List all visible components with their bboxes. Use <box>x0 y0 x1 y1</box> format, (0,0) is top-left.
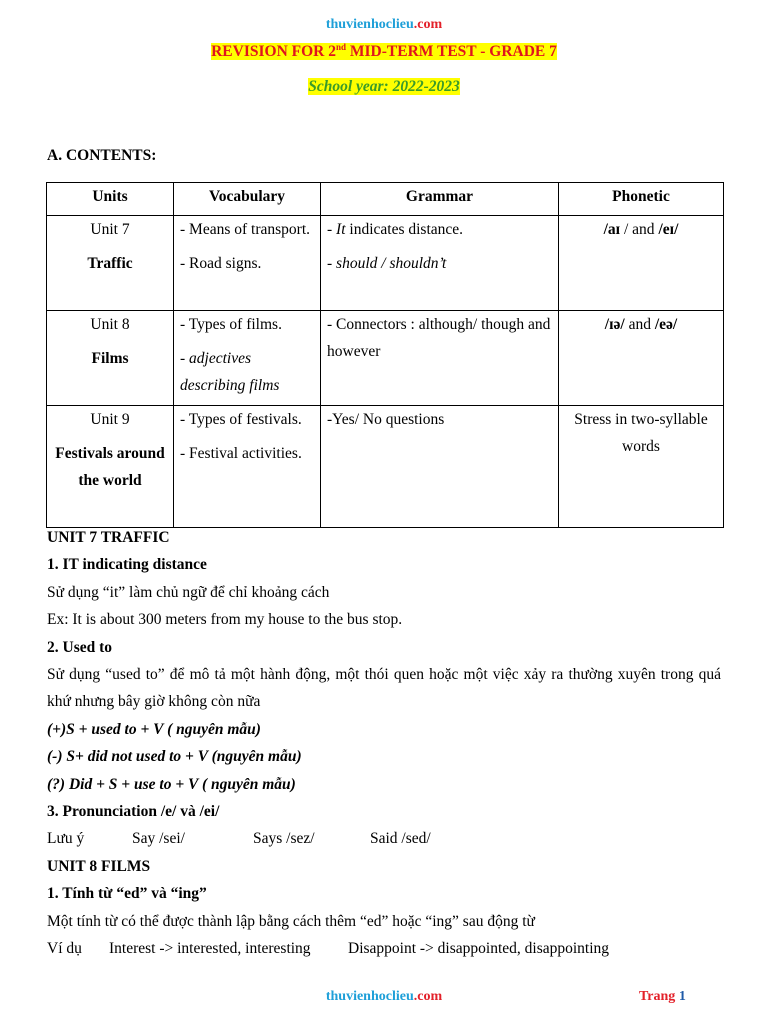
table-header-row <box>47 183 724 216</box>
vocab-cell <box>174 406 321 528</box>
phonetic-cell <box>559 311 724 406</box>
footer-site-tld: .com <box>413 989 443 1004</box>
vocab-item: - Road signs. <box>180 255 262 272</box>
page-label: Trang <box>639 989 679 1004</box>
vocab-item: - Means of transport. <box>180 221 310 238</box>
header-phonetic: Phonetic <box>559 183 724 216</box>
topic-heading: 1. Tính từ “ed” và “ing” <box>47 885 207 903</box>
vocab-item: - Types of films. <box>180 316 282 333</box>
paragraph: Sử dụng “used to” để mô tả một hành động, một thói quen hoặc một việc xảy ra thường xuyên trong quá khứ nhưng bây giờ không còn nữa <box>47 666 721 711</box>
unit-heading: UNIT 8 FILMS <box>47 857 151 875</box>
example-line <box>47 935 721 962</box>
school-year <box>0 78 768 96</box>
header-grammar: Grammar <box>321 183 559 216</box>
unit-cell <box>47 311 174 406</box>
table-row <box>47 406 724 528</box>
note-line <box>47 825 721 852</box>
contents-table <box>46 182 724 528</box>
phonetic-b: /eə/ <box>654 316 678 333</box>
table-row <box>47 216 724 311</box>
school-year-text: School year: 2022-2023 <box>308 78 460 95</box>
grammar-cell <box>321 311 559 406</box>
vocab-cell <box>174 311 321 406</box>
unit-name: Traffic <box>87 255 133 272</box>
example-label: Ví dụ <box>47 940 82 958</box>
unit-number: Unit 8 <box>90 316 130 333</box>
grammar-item: - Connectors : although/ though and however <box>327 316 551 360</box>
paragraph: Sử dụng “it” làm chủ ngữ để chỉ khoảng cách <box>47 583 330 601</box>
phonetic-b: /eɪ/ <box>658 221 679 238</box>
header-vocabulary: Vocabulary <box>174 183 321 216</box>
document-title <box>0 42 768 61</box>
grammar-italic: It <box>336 221 346 238</box>
note-example: Said /sed/ <box>370 830 431 848</box>
grammar-dash: - <box>327 255 337 272</box>
example-item: Interest -> interested, interesting <box>109 940 311 958</box>
note-label: Lưu ý <box>47 830 85 848</box>
grammar-item: -Yes/ No questions <box>327 411 445 428</box>
title-post: MID-TERM TEST - GRADE 7 <box>346 43 557 61</box>
unit-name: Festivals around the world <box>55 445 165 489</box>
header-site <box>0 17 768 33</box>
footer-site-name: thuvienhoclieu <box>325 989 414 1004</box>
title-sup: nd <box>336 42 347 52</box>
vocab-item: - adjectives describing films <box>180 350 280 394</box>
phonetic-and: / and <box>620 221 659 238</box>
document-body <box>47 524 721 963</box>
vocab-item: - Festival activities. <box>180 445 302 462</box>
topic-heading: 2. Used to <box>47 638 113 656</box>
grammar-cell <box>321 406 559 528</box>
note-example: Says /sez/ <box>253 830 315 848</box>
phonetic-and: and <box>624 316 655 333</box>
page-num: 1 <box>678 989 686 1004</box>
header-site-name: thuvienhoclieu <box>325 17 414 32</box>
grammar-cell <box>321 216 559 311</box>
grammar-item <box>327 216 552 243</box>
topic-heading: 1. IT indicating distance <box>47 556 207 574</box>
grammar-italic: should / shouldn’t <box>336 255 447 272</box>
grammar-item <box>327 250 552 277</box>
example-item: Disappoint -> disappointed, disappointing <box>348 940 610 958</box>
unit-cell <box>47 216 174 311</box>
unit-heading: UNIT 7 TRAFFIC <box>47 529 170 546</box>
header-site-tld: .com <box>413 17 443 32</box>
phonetic-cell: Stress in two-syllable words <box>559 406 724 528</box>
unit-number: Unit 7 <box>90 221 130 238</box>
phonetic-a: /ɪə/ <box>604 316 625 333</box>
formula: (+)S + used to + V ( nguyên mẫu) <box>47 720 261 738</box>
vocab-cell <box>174 216 321 311</box>
phonetic-a: /aɪ <box>603 221 621 238</box>
unit-name: Films <box>91 350 129 367</box>
grammar-dash: - <box>327 221 337 238</box>
page-number <box>639 989 686 1005</box>
formula: (?) Did + S + use to + V ( nguyên mẫu) <box>47 775 296 793</box>
header-units: Units <box>47 183 174 216</box>
unit-cell <box>47 406 174 528</box>
grammar-text: indicates distance. <box>345 221 464 238</box>
paragraph: Ex: It is about 300 meters from my house to the bus stop. <box>47 611 403 629</box>
phonetic-cell <box>559 216 724 311</box>
paragraph: Một tính từ có thể được thành lập bằng cách thêm “ed” hoặc “ing” sau động từ <box>47 912 535 930</box>
table-row <box>47 311 724 406</box>
note-example: Say /sei/ <box>132 830 185 848</box>
topic-heading: 3. Pronunciation /e/ và /ei/ <box>47 803 220 821</box>
title-pre: REVISION FOR 2 <box>211 43 336 61</box>
formula: (-) S+ did not used to + V (nguyên mẫu) <box>47 748 302 766</box>
unit-number: Unit 9 <box>90 411 130 428</box>
section-heading: A. CONTENTS: <box>47 147 157 164</box>
vocab-item: - Types of festivals. <box>180 411 302 428</box>
